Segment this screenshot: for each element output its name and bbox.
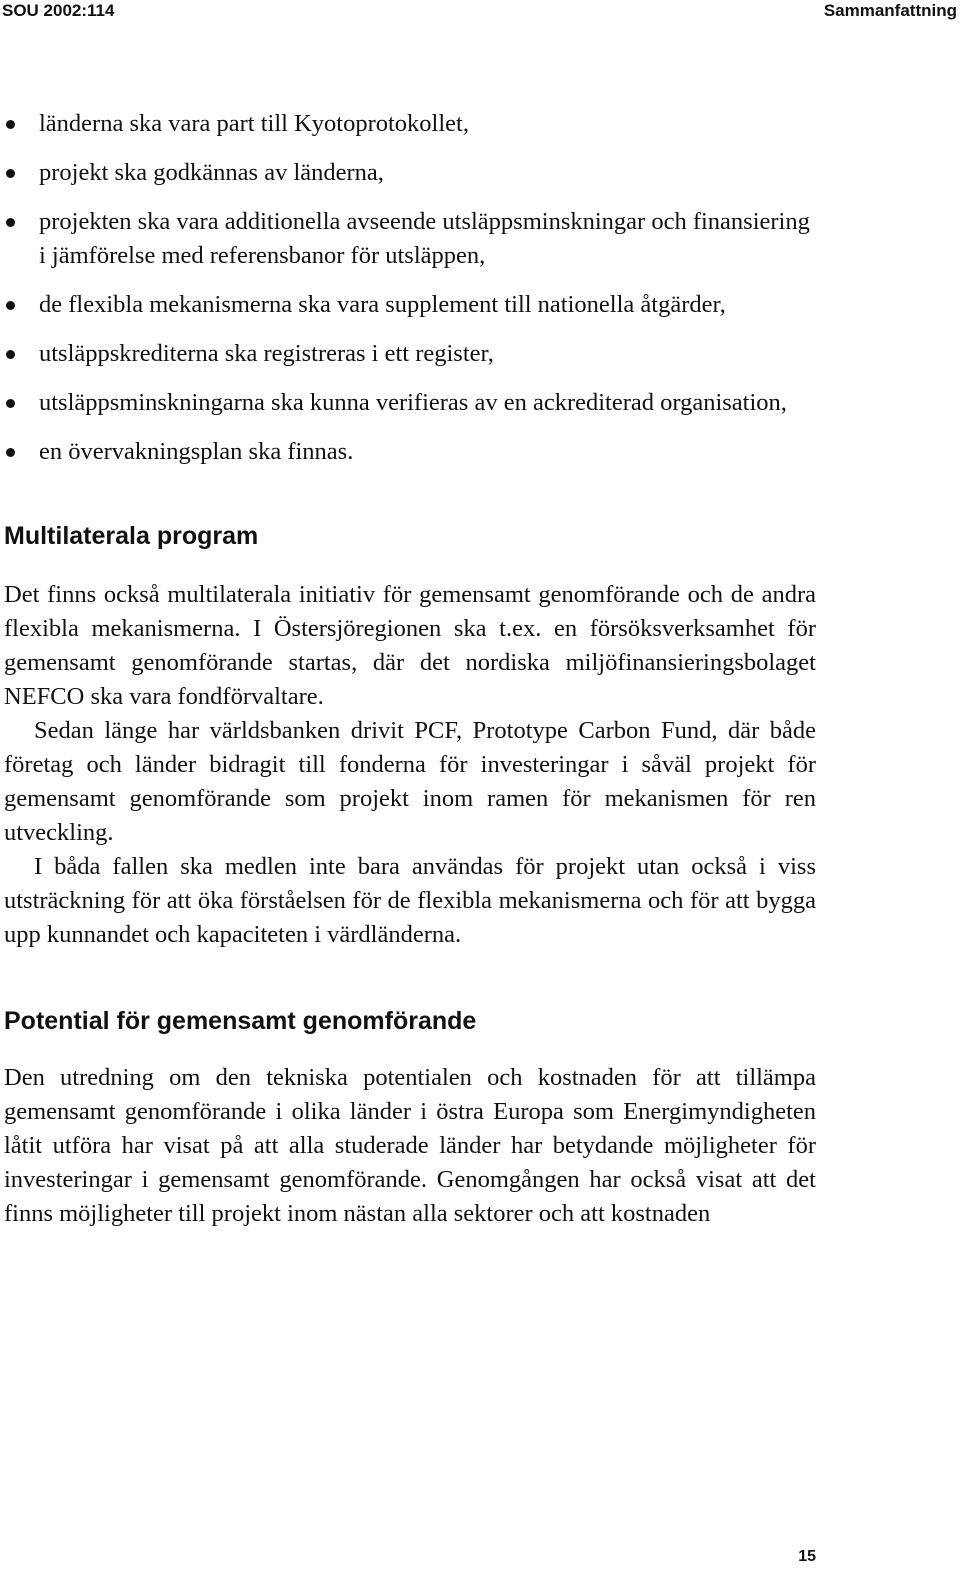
chapter-title: Sammanfattning — [823, 1, 957, 20]
bullet-icon — [6, 120, 15, 129]
list-item-text: utsläppskrediterna ska registreras i ett register, — [39, 340, 494, 367]
list-item — [4, 337, 816, 371]
section-heading-potential: Potential för gemensamt genomförande — [4, 1007, 477, 1035]
list-item-text: utsläppsminskningarna ska kunna verifieras av en ackrediterad organisation, — [39, 389, 787, 416]
list-item-text: länderna ska vara part till Kyotoprotokollet, — [39, 110, 469, 137]
list-item-text: de flexibla mekanismerna ska vara supplement till nationella åtgärder, — [39, 291, 726, 318]
list-item-text: projekt ska godkännas av länderna, — [39, 159, 384, 186]
page-body — [4, 107, 816, 1231]
document-reference: SOU 2002:114 — [2, 1, 115, 20]
paragraph: Sedan länge har världsbanken drivit PCF, Prototype Carbon Fund, där både företag och länder bidragit till fonderna för investeringar i såväl projekt för gemensamt genomförande som projekt inom ramen för mekanismen för ren utveckling. — [4, 717, 816, 846]
bullet-icon — [6, 448, 15, 457]
section-heading-multilateral: Multilaterala program — [4, 522, 259, 550]
list-item — [4, 205, 816, 273]
paragraph: Det finns också multilaterala initiativ för gemensamt genomförande och de andra flexibla mekanismerna. I Östersjöregionen ska t.ex. en försöksverksamhet för gemensamt genomförande startas, där det nordiska miljöfinansieringsbolaget NEFCO ska vara fondförvaltare. — [4, 581, 816, 710]
page-number: 15 — [798, 1548, 816, 1565]
list-item — [4, 288, 816, 322]
running-header — [0, 0, 960, 24]
bullet-icon — [6, 218, 15, 227]
bullet-icon — [6, 350, 15, 359]
criteria-list — [4, 107, 816, 469]
list-item — [4, 435, 816, 469]
bullet-icon — [6, 169, 15, 178]
list-item — [4, 156, 816, 190]
list-item — [4, 386, 816, 420]
list-item-text: projekten ska vara additionella avseende utsläppsminskningar och finansiering i jämförelse med referensbanor för utsläppen, — [39, 208, 810, 269]
list-item-text: en övervakningsplan ska finnas. — [39, 438, 354, 465]
bullet-icon — [6, 399, 15, 408]
bullet-icon — [6, 301, 15, 310]
paragraph: I båda fallen ska medlen inte bara användas för projekt utan också i viss utsträckning för att öka förståelsen för de flexibla mekanismerna och för att bygga upp kunnandet och kapaciteten i värdländerna. — [4, 853, 816, 948]
list-item — [4, 107, 816, 141]
paragraph: Den utredning om den tekniska potentialen och kostnaden för att tillämpa gemensamt genomförande i olika länder i östra Europa som Energimyndigheten låtit utföra har visat på att alla studerade länder har betydande möjligheter för investeringar i gemensamt genomförande. Genomgången har också visat att det finns möjligheter till projekt inom nästan alla sektorer och att kostnaden — [4, 1064, 816, 1227]
